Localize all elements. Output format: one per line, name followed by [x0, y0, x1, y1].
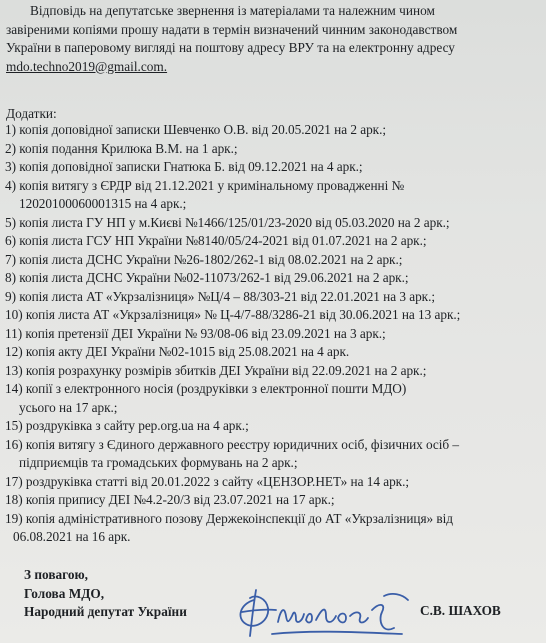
attachment-item: 12) копія акту ДЕІ України №02-1015 від 25.08.2021 на 4 арк.	[5, 344, 350, 359]
attachment-item: 5) копія листа ГУ НП у м.Києві №1466/125/01/23-2020 від 05.03.2020 на 2 арк.;	[5, 214, 450, 230]
attachment-item: 17) роздруківка статті від 20.01.2022 з сайту «ЦЕНЗОР.НЕТ» на 14 арк.;	[5, 473, 409, 489]
attachment-item: 7) копія листа ДСНС України №26-1802/262-1 від 08.02.2021 на 2 арк.;	[5, 251, 403, 267]
attachment-item: 16) копія витягу з Єдиного державного реєстру юридичних осіб, фізичних осіб – підприємців та громадських формувань на 2 арк.;	[5, 436, 460, 470]
attachments-list	[5, 121, 541, 547]
closing-regards: З повагою,	[24, 567, 88, 582]
attachment-item: 8) копія листа ДСНС України №02-11073/262-1 від 29.06.2021 на 2 арк.;	[5, 270, 409, 285]
attachment-item: 13) копія розрахунку розмірів збитків ДЕІ України від 22.09.2021 на 2 арк.;	[5, 362, 427, 378]
email-address: mdo.techno2019@gmail.com.	[6, 58, 168, 74]
request-line-2: завіреними копіями прошу надати в термін визначений чинним законодавством	[6, 21, 458, 37]
attachment-item: 11) копія претензії ДЕІ України № 93/08-06 від 23.09.2021 на 3 арк.;	[5, 325, 386, 341]
attachment-item: 15) роздруківка з сайту pep.org.ua на 4 арк.;	[5, 418, 249, 433]
closing-block	[24, 566, 187, 622]
attachment-item: 9) копія листа АТ «Укрзалізниця» №Ц/4 – 88/303-21 від 22.01.2021 на 3 арк.;	[5, 288, 436, 304]
attachment-item: 19) копія адміністративного позову Держекоінспекції до АТ «Укрзалізниця» від 06.08.2021 на 16 арк.	[5, 510, 454, 544]
attachment-item: 6) копія листа ГСУ НП України №8140/05/24-2021 від 01.07.2021 на 2 арк.;	[5, 233, 427, 248]
attachment-item: 14) копії з електронного носія (роздруківки з електронної пошти МДО) усього на 17 арк.;	[5, 381, 407, 415]
handwritten-signature	[232, 582, 418, 642]
attachment-item: 4) копія витягу з ЄРДР від 21.12.2021 у кримінальному провадженні № 12020100060001315 на 4 арк.;	[5, 177, 405, 211]
request-line-3: України в паперовому вигляді на поштову адресу ВРУ та на електронну адресу	[6, 40, 455, 55]
signer-position-1: Голова МДО,	[24, 585, 105, 601]
attachment-item: 3) копія доповідної записки Гнатюка Б. від 09.12.2021 на 4 арк.;	[5, 159, 363, 174]
signer-position-2: Народний депутат України	[24, 604, 187, 619]
attachments-heading: Додатки:	[6, 106, 57, 121]
signer-name: С.В. ШАХОВ	[420, 603, 501, 618]
attachment-item: 2) копія подання Крилюка В.М. на 1 арк.;	[5, 140, 238, 156]
attachment-item: 18) копія припису ДЕІ №4.2-20/3 від 23.07.2021 на 17 арк.;	[5, 492, 335, 507]
request-paragraph	[6, 2, 536, 76]
attachment-item: 10) копія листа АТ «Укрзалізниця» № Ц-4/7-88/3286-21 від 30.06.2021 на 13 арк.;	[5, 307, 461, 322]
attachment-item: 1) копія доповідної записки Шевченко О.В. від 20.05.2021 на 2 арк.;	[5, 122, 387, 137]
request-line-1: Відповідь на депутатське звернення із матеріалами та належним чином	[30, 3, 435, 18]
